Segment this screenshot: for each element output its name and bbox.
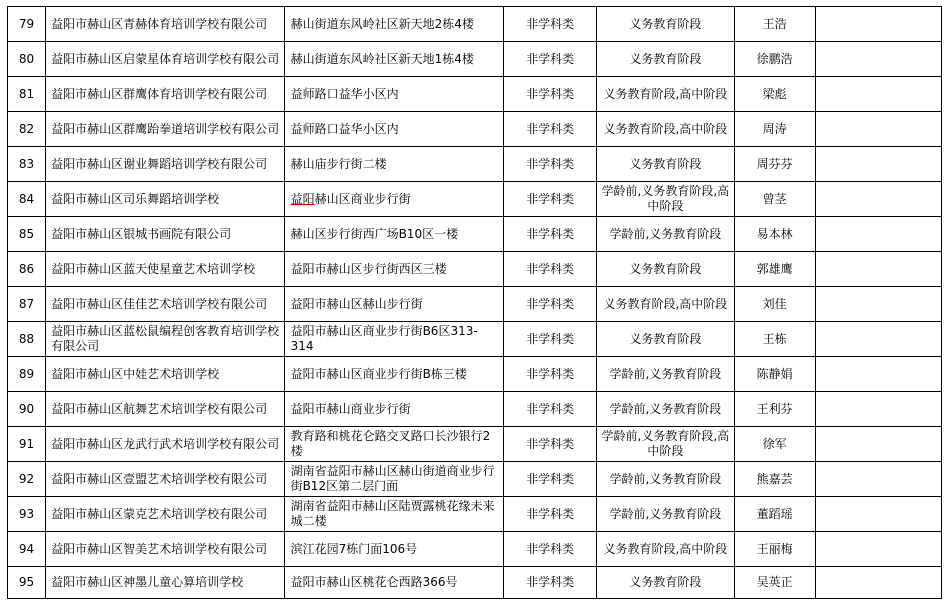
person-cell: 徐鹏浩 (734, 42, 815, 77)
row-number: 89 (8, 357, 46, 392)
category-cell: 非学科类 (504, 182, 597, 217)
institution-name: 益阳市赫山区蓝天使星童艺术培训学校 (46, 252, 285, 287)
institution-name: 益阳市赫山区蓝松鼠编程创客教育培训学校有限公司 (46, 322, 285, 357)
institution-name: 益阳市赫山区群鹰体育培训学校有限公司 (46, 77, 285, 112)
institution-name: 益阳市赫山区青赫体育培训学校有限公司 (46, 7, 285, 42)
table-row (8, 42, 942, 77)
stage-cell: 学龄前,义务教育阶段 (597, 462, 734, 497)
table-row (8, 217, 942, 252)
row-number: 80 (8, 42, 46, 77)
category-cell: 非学科类 (504, 532, 597, 567)
stage-cell: 学龄前,义务教育阶段,高中阶段 (597, 182, 734, 217)
person-cell: 王栋 (734, 322, 815, 357)
empty-cell (815, 42, 941, 77)
institution-name: 益阳市赫山区神墨儿童心算培训学校 (46, 567, 285, 599)
table-row (8, 427, 942, 462)
empty-cell (815, 497, 941, 532)
empty-cell (815, 322, 941, 357)
institution-name: 益阳市赫山区中娃艺术培训学校 (46, 357, 285, 392)
person-cell: 梁彪 (734, 77, 815, 112)
empty-cell (815, 462, 941, 497)
table-row (8, 392, 942, 427)
table-row (8, 287, 942, 322)
institution-address (284, 182, 503, 217)
institution-address: 益阳市赫山商业步行街 (284, 392, 503, 427)
institution-address: 益阳市赫山区赫山步行街 (284, 287, 503, 322)
institution-address: 湖南省益阳市赫山区赫山街道商业步行街B12区第二层门面 (284, 462, 503, 497)
table-row (8, 532, 942, 567)
row-number: 93 (8, 497, 46, 532)
spellcheck-underlined-text: 益阳 (290, 191, 315, 206)
category-cell: 非学科类 (504, 252, 597, 287)
category-cell: 非学科类 (504, 357, 597, 392)
institution-address: 教育路和桃花仑路交叉路口长沙银行2楼 (284, 427, 503, 462)
category-cell: 非学科类 (504, 42, 597, 77)
empty-cell (815, 217, 941, 252)
row-number: 87 (8, 287, 46, 322)
category-cell: 非学科类 (504, 462, 597, 497)
person-cell: 徐军 (734, 427, 815, 462)
stage-cell: 义务教育阶段 (597, 252, 734, 287)
empty-cell (815, 532, 941, 567)
row-number: 95 (8, 567, 46, 599)
row-number: 79 (8, 7, 46, 42)
institution-address: 益阳市赫山区桃花仑西路366号 (284, 567, 503, 599)
stage-cell: 学龄前,义务教育阶段 (597, 392, 734, 427)
table-row (8, 182, 942, 217)
row-number: 82 (8, 112, 46, 147)
table-row (8, 462, 942, 497)
category-cell: 非学科类 (504, 427, 597, 462)
institution-name: 益阳市赫山区群鹰跆拳道培训学校有限公司 (46, 112, 285, 147)
institution-address: 赫山街道东风岭社区新天地2栋4楼 (284, 7, 503, 42)
empty-cell (815, 427, 941, 462)
stage-cell: 义务教育阶段,高中阶段 (597, 287, 734, 322)
stage-cell: 义务教育阶段 (597, 567, 734, 599)
category-cell: 非学科类 (504, 497, 597, 532)
institution-name: 益阳市赫山区启蒙星体育培训学校有限公司 (46, 42, 285, 77)
category-cell: 非学科类 (504, 567, 597, 599)
empty-cell (815, 252, 941, 287)
stage-cell: 义务教育阶段,高中阶段 (597, 77, 734, 112)
row-number: 91 (8, 427, 46, 462)
category-cell: 非学科类 (504, 287, 597, 322)
table-row (8, 112, 942, 147)
empty-cell (815, 182, 941, 217)
person-cell: 王利芬 (734, 392, 815, 427)
institution-name: 益阳市赫山区智美艺术培训学校有限公司 (46, 532, 285, 567)
institution-address: 赫山庙步行街二楼 (284, 147, 503, 182)
institution-address: 赫山区步行街西广场B10区一楼 (284, 217, 503, 252)
institution-name: 益阳市赫山区司乐舞蹈培训学校 (46, 182, 285, 217)
table-body (8, 7, 942, 599)
person-cell: 易本林 (734, 217, 815, 252)
row-number: 84 (8, 182, 46, 217)
person-cell: 周芬芬 (734, 147, 815, 182)
stage-cell: 义务教育阶段,高中阶段 (597, 112, 734, 147)
row-number: 88 (8, 322, 46, 357)
table-row (8, 322, 942, 357)
institution-name: 益阳市赫山区龙武行武术培训学校有限公司 (46, 427, 285, 462)
institution-name: 益阳市赫山区壹盟艺术培训学校有限公司 (46, 462, 285, 497)
category-cell: 非学科类 (504, 392, 597, 427)
institution-name: 益阳市赫山区蒙克艺术培训学校有限公司 (46, 497, 285, 532)
category-cell: 非学科类 (504, 217, 597, 252)
table-row (8, 252, 942, 287)
institution-address: 赫山街道东风岭社区新天地1栋4楼 (284, 42, 503, 77)
empty-cell (815, 112, 941, 147)
stage-cell: 学龄前,义务教育阶段 (597, 357, 734, 392)
row-number: 83 (8, 147, 46, 182)
person-cell: 王浩 (734, 7, 815, 42)
person-cell: 刘佳 (734, 287, 815, 322)
row-number: 81 (8, 77, 46, 112)
empty-cell (815, 7, 941, 42)
institution-name: 益阳市赫山区银城书画院有限公司 (46, 217, 285, 252)
table-row (8, 497, 942, 532)
institution-table (7, 6, 942, 599)
person-cell: 董蹈瑶 (734, 497, 815, 532)
table-row (8, 7, 942, 42)
row-number: 94 (8, 532, 46, 567)
category-cell: 非学科类 (504, 77, 597, 112)
stage-cell: 义务教育阶段 (597, 147, 734, 182)
institution-address: 湖南省益阳市赫山区陆贾露桃花缘未来城二楼 (284, 497, 503, 532)
person-cell: 曾茎 (734, 182, 815, 217)
stage-cell: 义务教育阶段 (597, 7, 734, 42)
person-cell: 陈静娟 (734, 357, 815, 392)
institution-address: 益阳市赫山区商业步行街B栋三楼 (284, 357, 503, 392)
stage-cell: 学龄前,义务教育阶段 (597, 217, 734, 252)
person-cell: 郭雄鹰 (734, 252, 815, 287)
institution-address: 益阳市赫山区步行街西区三楼 (284, 252, 503, 287)
empty-cell (815, 77, 941, 112)
institution-name: 益阳市赫山区佳佳艺术培训学校有限公司 (46, 287, 285, 322)
stage-cell: 义务教育阶段 (597, 322, 734, 357)
empty-cell (815, 567, 941, 599)
table-row (8, 567, 942, 599)
institution-address: 益阳市赫山区商业步行街B6区313-314 (284, 322, 503, 357)
stage-cell: 学龄前,义务教育阶段 (597, 497, 734, 532)
row-number: 85 (8, 217, 46, 252)
empty-cell (815, 357, 941, 392)
category-cell: 非学科类 (504, 7, 597, 42)
stage-cell: 义务教育阶段 (597, 42, 734, 77)
address-text: 赫山区商业步行街 (314, 191, 411, 206)
institution-address: 滨江花园7栋门面106号 (284, 532, 503, 567)
person-cell: 周涛 (734, 112, 815, 147)
stage-cell: 学龄前,义务教育阶段,高中阶段 (597, 427, 734, 462)
person-cell: 吴英正 (734, 567, 815, 599)
institution-name: 益阳市赫山区谢业舞蹈培训学校有限公司 (46, 147, 285, 182)
empty-cell (815, 287, 941, 322)
row-number: 86 (8, 252, 46, 287)
empty-cell (815, 147, 941, 182)
institution-address: 益师路口益华小区内 (284, 112, 503, 147)
table-row (8, 77, 942, 112)
empty-cell (815, 392, 941, 427)
category-cell: 非学科类 (504, 112, 597, 147)
table-row (8, 357, 942, 392)
table-row (8, 147, 942, 182)
institution-name: 益阳市赫山区航舞艺术培训学校有限公司 (46, 392, 285, 427)
person-cell: 王丽梅 (734, 532, 815, 567)
person-cell: 熊嘉芸 (734, 462, 815, 497)
institution-address: 益师路口益华小区内 (284, 77, 503, 112)
stage-cell: 义务教育阶段,高中阶段 (597, 532, 734, 567)
row-number: 92 (8, 462, 46, 497)
category-cell: 非学科类 (504, 147, 597, 182)
category-cell: 非学科类 (504, 322, 597, 357)
row-number: 90 (8, 392, 46, 427)
